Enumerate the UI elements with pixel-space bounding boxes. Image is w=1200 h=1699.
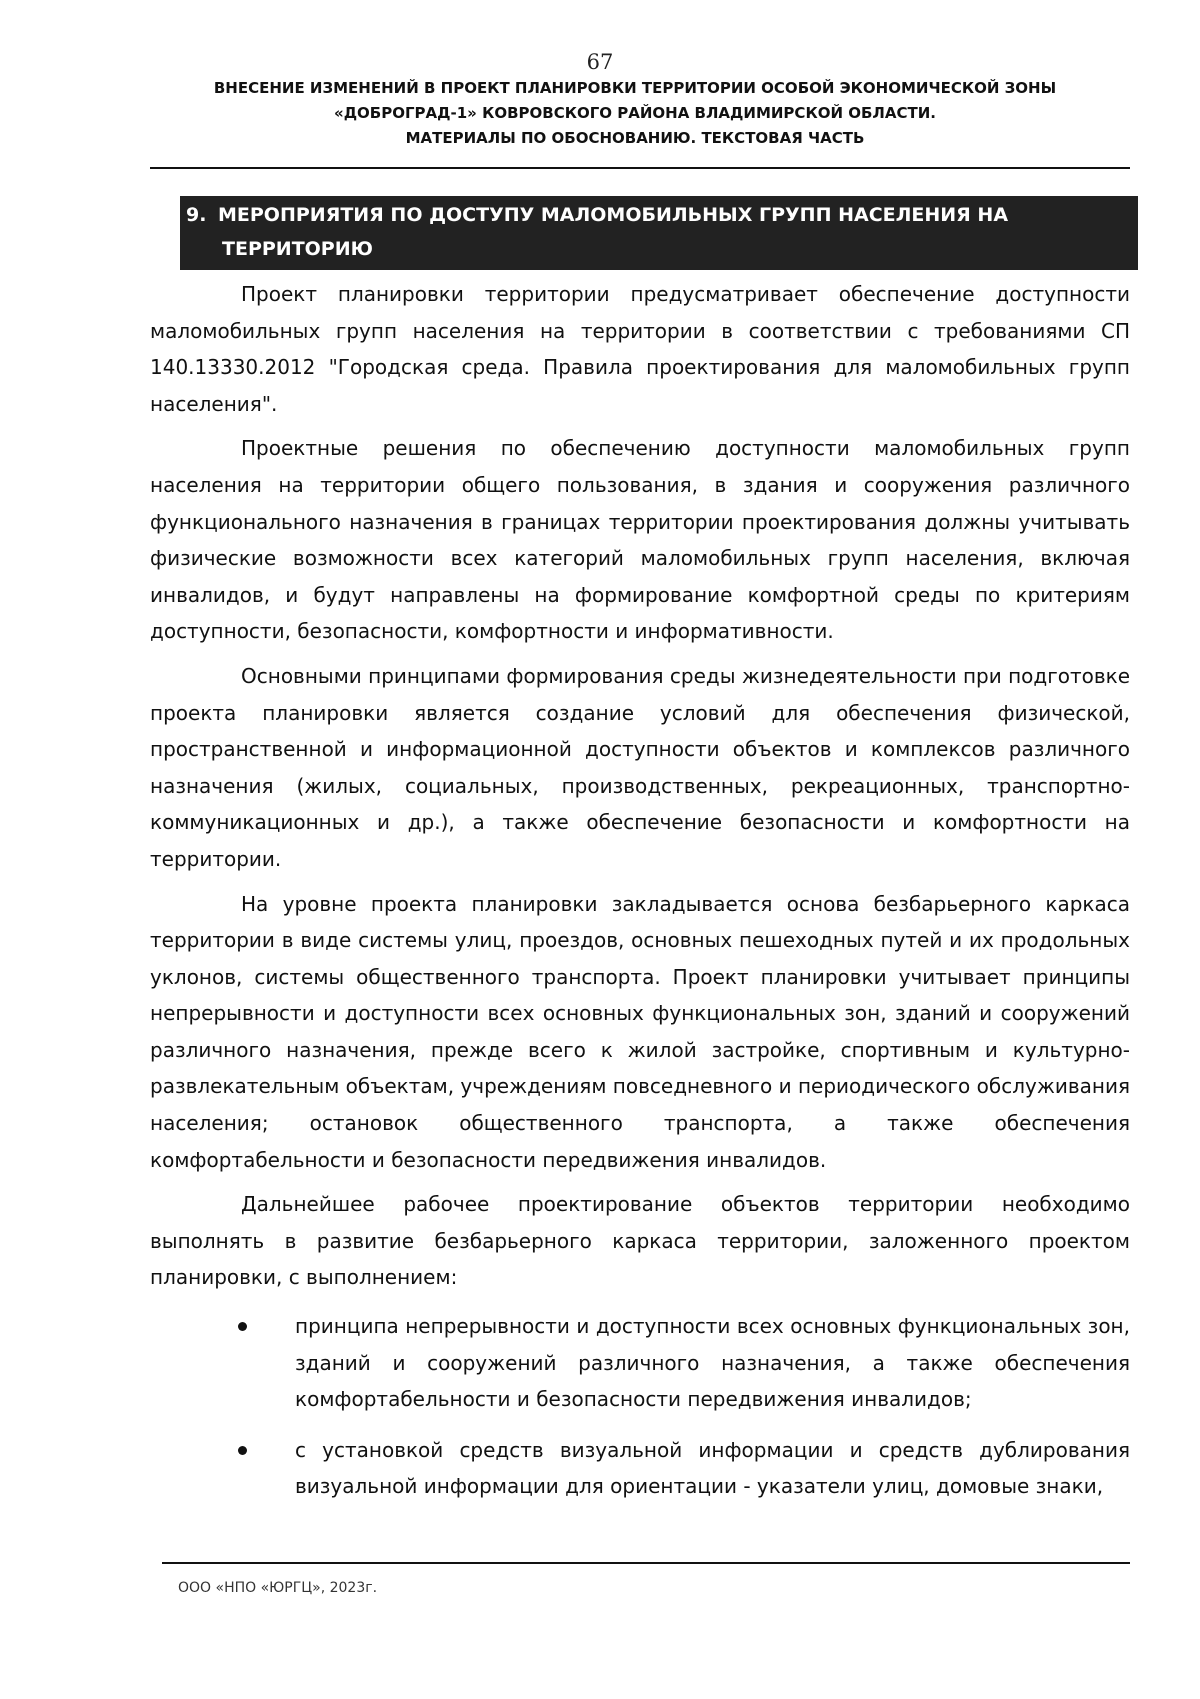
paragraph: Основными принципами формирования среды жизнедеятельности при подготовке проекта планировки является создание условий для обеспечения физической, пространственной и информационной доступности объектов и комплексов различного назначения (жилых, социальных, производственных, рекреационных, транспортно-коммуникационных и др.), а также обеспечение безопасности и комфортности на территории. (150, 663, 1131, 871)
bullet-icon (238, 1446, 247, 1455)
page-number: 67 (586, 50, 614, 74)
paragraph: На уровне проекта планировки закладывается основа безбарьерного каркаса территории в виде системы улиц, проездов, основных пешеходных путей и их продольных уклонов, системы общественного транспорта. Проект планировки учитывает принципы непрерывности и доступности всех основных функциональных зон, зданий и сооружений различного назначения, прежде всего к жилой застройке, спортивным и культурно-развлекательным объектам, учреждениям повседневного и периодического обслуживания населения; остановок общественного транспорта, а также обеспечения комфортабельности и безопасности передвижения инвалидов. (150, 891, 1130, 1172)
bullet-text: принципа непрерывности и доступности всех основных функциональных зон, зданий и сооружений различного назначения, а также обеспечения комфортабельности и безопасности передвижения инвалидов; (295, 1314, 1130, 1412)
paragraph: Проектные решения по обеспечению доступности маломобильных групп населения на территории общего пользования, в здания и сооружения различного функционального назначения в границах территории проектирования должны учитывать физические возможности всех категорий маломобильных групп населения, включая инвалидов, и будут направлены на формирование комфортной среды по критериям доступности, безопасности, комфортности и информативности. (150, 436, 1130, 644)
bullet-list (150, 1308, 1130, 1505)
section-title-line-2: ТЕРРИТОРИЮ (222, 238, 373, 260)
header-line-2: «ДОБРОГРАД-1» КОВРОВСКОГО РАЙОНА ВЛАДИМИРСКОЙ ОБЛАСТИ. (334, 104, 936, 122)
header-line-3: МАТЕРИАЛЫ ПО ОБОСНОВАНИЮ. ТЕКСТОВАЯ ЧАСТЬ (405, 129, 865, 147)
paragraph: Дальнейшее рабочее проектирование объектов территории необходимо выполнять в развитие безбарьерного каркаса территории, заложенного проектом планировки, с выполнением: (150, 1192, 1130, 1290)
header-line-1: ВНЕСЕНИЕ ИЗМЕНЕНИЙ В ПРОЕКТ ПЛАНИРОВКИ ТЕРРИТОРИИ ОСОБОЙ ЭКОНОМИЧЕСКОЙ ЗОНЫ (213, 79, 1057, 97)
body-text (150, 276, 1130, 1519)
bullet-icon (238, 1322, 247, 1331)
footer-divider (162, 1562, 1130, 1564)
header-divider (150, 167, 1130, 169)
bullet-item (150, 1432, 1130, 1505)
paragraph: Проект планировки территории предусматривает обеспечение доступности маломобильных групп населения на территории в соответствии с требованиями СП 140.13330.2012 "Городская среда. Правила проектирования для маломобильных групп населения". (150, 282, 1130, 416)
section-title-line-1: МЕРОПРИЯТИЯ ПО ДОСТУПУ МАЛОМОБИЛЬНЫХ ГРУПП НАСЕЛЕНИЯ НА (218, 204, 1009, 226)
bullet-text: с установкой средств визуальной информации и средств дублирования визуальной информации для ориентации - указатели улиц, домовые знаки, (295, 1437, 1130, 1499)
bullet-item (150, 1308, 1130, 1418)
section-number: 9. (186, 204, 207, 226)
footer-text: ООО «НПО «ЮРГЦ», 2023г. (178, 1580, 378, 1596)
section-heading (186, 198, 1086, 266)
running-header (150, 76, 1120, 151)
